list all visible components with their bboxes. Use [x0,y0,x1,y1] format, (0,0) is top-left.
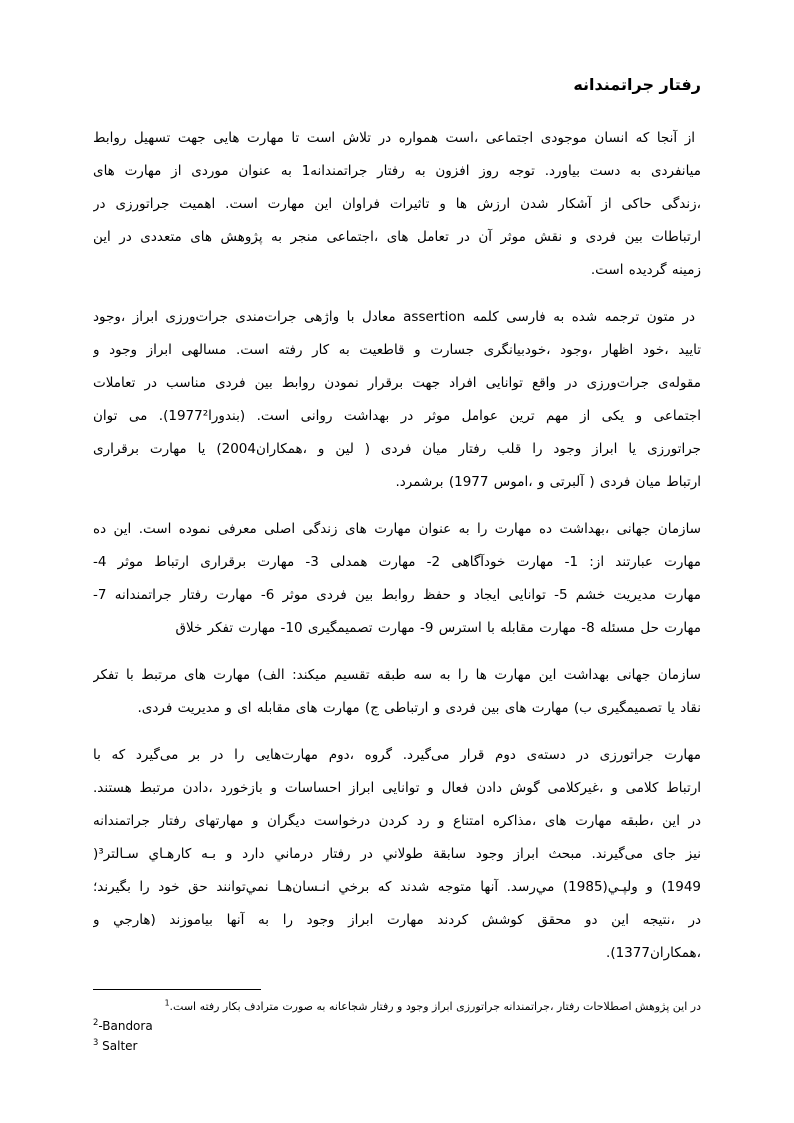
text-line: تایید ،خود اظهار ،وجود ،خودبیانگری جسارت و قاطعیت به کار رفته است. مسالهی ابراز وجود و [93,342,701,358]
text-line: میانفردی به دست بیاورد. توجه روز افزون به رفتار جراتمندانه1 به عنوان موردی از مهارت های [93,163,701,179]
text-line: 1949) و ولپـي(1985) مي‌رسد. آنها متوجه شدند که برخي انـسان‌هـا نمي‌توانند حق خود را بگيرند؛ [93,879,701,895]
footnotes-section [93,989,701,1056]
document-body [93,122,701,970]
text-line: سازمان جهانی ،بهداشت ده مهارت را به عنوان مهارت های زندگی اصلی معرفی نموده است. این ده [93,521,701,537]
text-line: ،زندگی حاکی از آشکار شدن ارزش ها و تاثیرات فراوان این مهارت است. اهمیت جراتورزی در [93,196,701,212]
paragraph-4 [93,659,701,725]
text-line: ارتباط کلامی و ،غیرکلامی گوش دادن فعال و توانایی ابراز احساسات و بازخورد ،دادن مرتبط هستند. [93,780,701,796]
footnote-1-marker: 1 [164,998,170,1008]
footnote-1 [93,997,701,1016]
text-line: مهارت عبارتند از: 1- مهارت خودآگاهی 2- مهارت همدلی 3- مهارت برقراری ارتباط موثر 4- [93,554,701,570]
footnote-3-text: Salter [98,1039,138,1053]
text-line: در متون ترجمه شده به فارسی کلمه assertion معادل با واژهی جرات‌مندی جرات‌ورزی ابراز ،وجود [93,309,695,325]
text-line: ارتباطات بین فردی و نقش موثر آن در تعامل های ،اجتماعی منجر به پژوهش های متعددی در این [93,229,701,245]
text-line: اجتماعی و یکی از مهم ترین عوامل موثر در بهداشت روانی است. (بندورا1977²). می توان [93,408,701,424]
paragraph-2 [93,301,701,499]
paragraph-3 [93,513,701,645]
text-line: در این ،طبقه مهارت های ،مذاکره امتناع و رد کردن درخواست دیگران و مهارتهای رفتار جراتمندانه [93,813,701,829]
text-line: نقاد یا تصمیمگیری ب) مهارت های بین فردی و ارتباطی ج) مهارت های مقابله ای و مدیریت فردی. [137,700,701,716]
text-line: مهارت جراتورزی در دسته‌ی دوم قرار می‌گیرد. گروه ،دوم مهارت‌هایی را در بر می‌گیرد که با [93,747,701,763]
document-title: رفتار جراتمندانه [573,75,701,94]
text-line: مقوله‌ی جرات‌ورزی در واقع توانایی افراد جهت برقرار نمودن روابط بین فردی مناسب در تعاملات [93,375,701,391]
footnote-3-marker: 3 [93,1037,99,1047]
text-line: از آنجا که انسان موجودی اجتماعی ،است همواره در تلاش است تا مهارت هایی جهت تسهیل روابط [93,130,695,146]
text-line: مهارت حل مسئله 8- مهارت مقابله با استرس 9- مهارت تصمیمگیری 10- مهارت تفکر خلاق [175,620,701,636]
text-line: زمینه گردیده است. [590,262,701,278]
footnote-2 [93,1016,701,1036]
text-line: در ،نتيجه اين دو محقق کوشش کردند مهارت ابراز وجود را به آنها بياموزند (هارجي و [93,912,701,928]
text-line: جراتورزی یا ابراز وجود را قلب رفتار میان فردی ( لین و ،همکاران2004) یا مهارت برقراری [93,441,701,457]
footnote-1-text: در این پژوهش اصطلاحات رفتار ،جراتمندانه جراتورزی ابراز وجود و رفتار شجاعانه به صورت مترادف بكار رفته است. [169,1000,701,1013]
text-line: ارتباط میان فردی ( آلبرتی و ،اموس 1977) برشمرد. [395,474,701,490]
text-line: مهارت مدیریت خشم 5- توانایی ایجاد و حفظ روابط بین فردی موثر 6- مهارت رفتار جراتمندانه 7- [93,587,701,603]
paragraph-5 [93,739,701,970]
footnote-2-text: -Bandora [98,1019,153,1033]
footnote-2-marker: 2 [93,1017,99,1027]
footnote-separator [93,989,261,990]
paragraph-1 [93,122,701,287]
footnote-3 [93,1036,701,1056]
text-line: سازمان جهانی بهداشت این مهارت ها را به سه طبقه تقسیم میکند: الف) مهارت های مرتبط با تفکر [93,667,701,683]
text-line: ،همکاران1377). [606,945,701,961]
text-line: نیز جای می‌گیرند. مبحث ابراز وجود سابقة طولاني در رفتار درماني دارد و بـه کارهـاي سـالتر³( [93,846,701,862]
